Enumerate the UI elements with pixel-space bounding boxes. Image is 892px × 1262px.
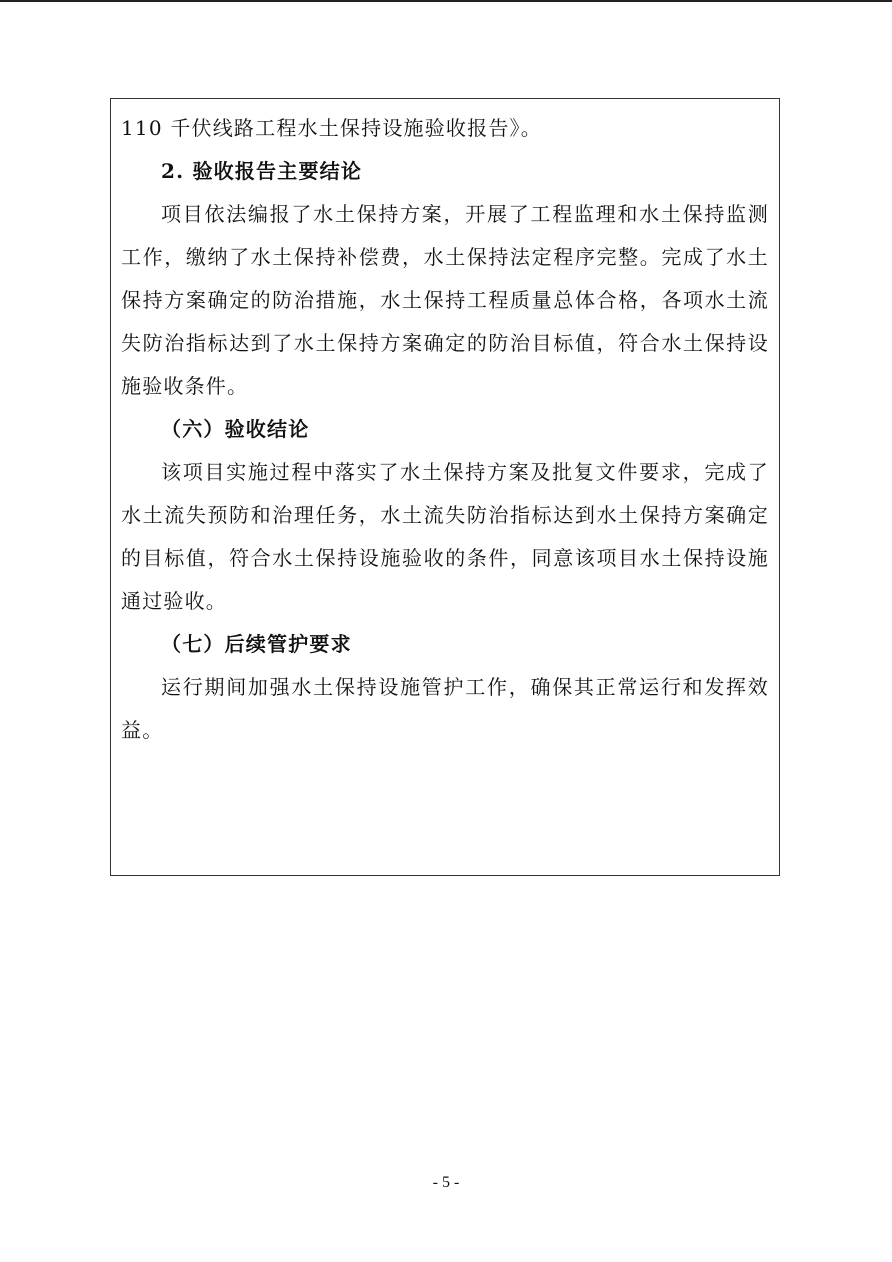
section-paragraph-acceptance-conclusion: 该项目实施过程中落实了水土保持方案及批复文件要求，完成了水土流失预防和治理任务，水土流失防治指标达到水土保持方案确定的目标值，符合水土保持设施验收的条件，同意该项目水土保持设施通过验收。 <box>121 460 769 613</box>
top-border-rule <box>0 0 892 2</box>
continuation-line: 110 千伏线路工程水土保持设施验收报告》。 <box>121 116 542 140</box>
page-number: - 5 - <box>432 1174 460 1191</box>
section-heading-maintenance: （七）后续管护要求 <box>161 632 352 656</box>
section-heading-acceptance-conclusion: （六）验收结论 <box>161 417 310 441</box>
section-paragraph-maintenance: 运行期间加强水土保持设施管护工作，确保其正常运行和发挥效益。 <box>121 675 769 742</box>
section-paragraph-report-conclusion: 项目依法编报了水土保持方案，开展了工程监理和水土保持监测工作，缴纳了水土保持补偿费，水土保持法定程序完整。完成了水土保持方案确定的防治措施，水土保持工程质量总体合格，各项水土流失防治指标达到了水土保持方案确定的防治目标值，符合水土保持设施验收条件。 <box>121 202 769 398</box>
content-frame <box>110 98 780 876</box>
section-heading-report-conclusion: 2. 验收报告主要结论 <box>161 159 363 183</box>
